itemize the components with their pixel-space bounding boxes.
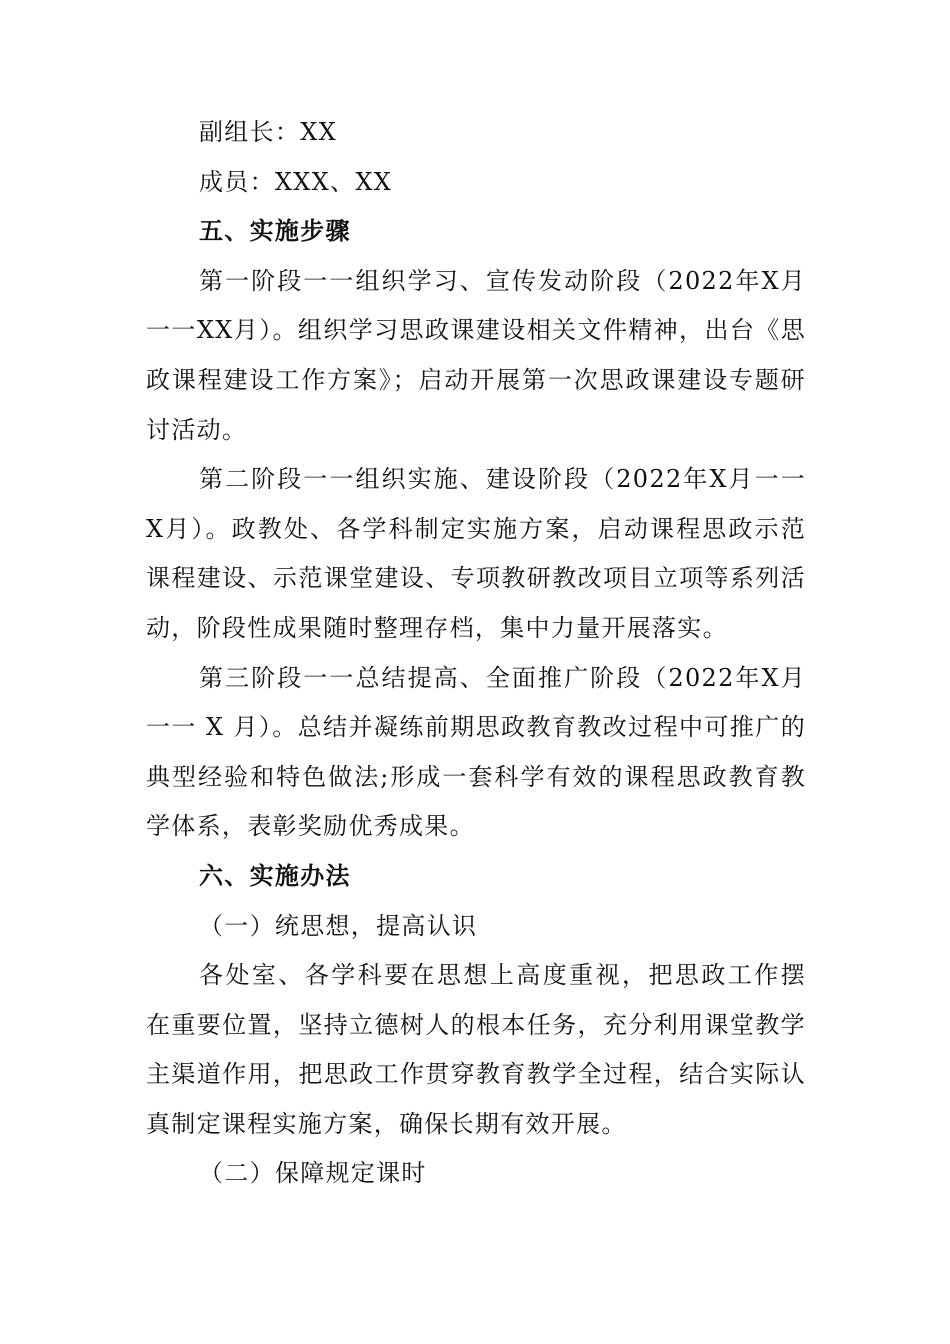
members-line: 成员：XXX、XX bbox=[199, 167, 393, 196]
section-heading-implementation-methods: 六、实施办法 bbox=[199, 861, 351, 890]
deputy-leader-line: 副组长：XX bbox=[199, 118, 337, 146]
stage-two-paragraph: 第二阶段一一组织实施、建设阶段（2022年X月一一X月）。政教处、各学科制定实施方案，启动课程思政示范课程建设、示范课堂建设、专项教研教改项目立项等系列活动，阶段性成果随时整理存档，集中力量开展落实。 bbox=[146, 465, 806, 642]
stage-three-paragraph: 第三阶段一一总结提高、全面推广阶段（2022年X月一一 X 月）。总结并凝练前期思政教育教改过程中可推广的典型经验和特色做法;形成一套科学有效的课程思政教育教学体系，表彰奖励优秀成果。 bbox=[146, 663, 806, 841]
stage-one-paragraph: 第一阶段一一组织学习、宣传发动阶段（2022年X月一一XX月）。组织学习思政课建设相关文件精神，出台《思政课程建设工作方案》；启动开展第一次思政课建设专题研讨活动。 bbox=[146, 266, 806, 444]
subsection-heading-class-hours: （二）保障规定课时 bbox=[199, 1159, 427, 1188]
unify-thinking-paragraph: 各处室、各学科要在思想上高度重视，把思政工作摆在重要位置，坚持立德树人的根本任务，充分利用课堂教学主渠道作用，把思政工作贯穿教育教学全过程，结合实际认真制定课程实施方案，确保长期有效开展。 bbox=[146, 961, 806, 1138]
section-heading-implementation-steps: 五、实施步骤 bbox=[199, 217, 351, 246]
document-body bbox=[146, 108, 806, 1199]
subsection-heading-unify-thinking: （一）统思想，提高认识 bbox=[199, 911, 478, 940]
